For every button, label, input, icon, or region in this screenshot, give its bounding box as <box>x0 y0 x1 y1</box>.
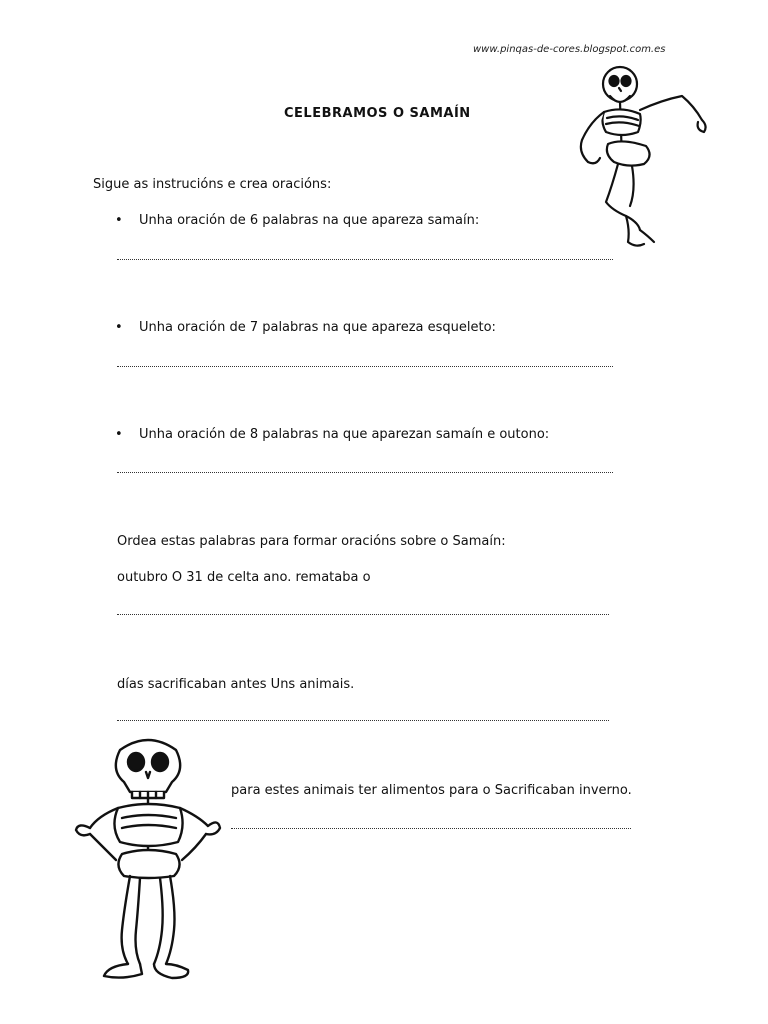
bullet-icon: • <box>115 213 123 228</box>
standing-skeleton-illustration <box>68 730 228 990</box>
order-heading: Ordea estas palabras para formar oracións sobre o Samaín: <box>117 534 506 549</box>
task-1-text: Unha oración de 6 palabras na que apareza samaín: <box>139 213 480 228</box>
bullet-icon: • <box>115 427 123 442</box>
answer-line-5[interactable] <box>117 720 609 721</box>
answer-line-1[interactable] <box>117 259 613 260</box>
order-item-1: outubro O 31 de celta ano. remataba o <box>117 570 371 585</box>
dancing-skeleton-illustration <box>570 60 715 250</box>
answer-line-3[interactable] <box>117 472 613 473</box>
order-item-2: días sacrificaban antes Uns animais. <box>117 677 355 692</box>
order-item-3: para estes animais ter alimentos para o Sacrificaban inverno. <box>231 783 632 798</box>
instructions-text: Sigue as instrucións e crea oracións: <box>93 177 332 192</box>
source-url: www.pinqas-de-cores.blogspot.com.es <box>473 44 666 55</box>
page-title: CELEBRAMOS O SAMAÍN <box>284 106 471 121</box>
answer-line-2[interactable] <box>117 366 613 367</box>
task-3-text: Unha oración de 8 palabras na que aparezan samaín e outono: <box>139 427 550 442</box>
answer-line-6[interactable] <box>231 828 631 829</box>
answer-line-4[interactable] <box>117 614 609 615</box>
task-2-text: Unha oración de 7 palabras na que apareza esqueleto: <box>139 320 496 335</box>
bullet-icon: • <box>115 320 123 335</box>
